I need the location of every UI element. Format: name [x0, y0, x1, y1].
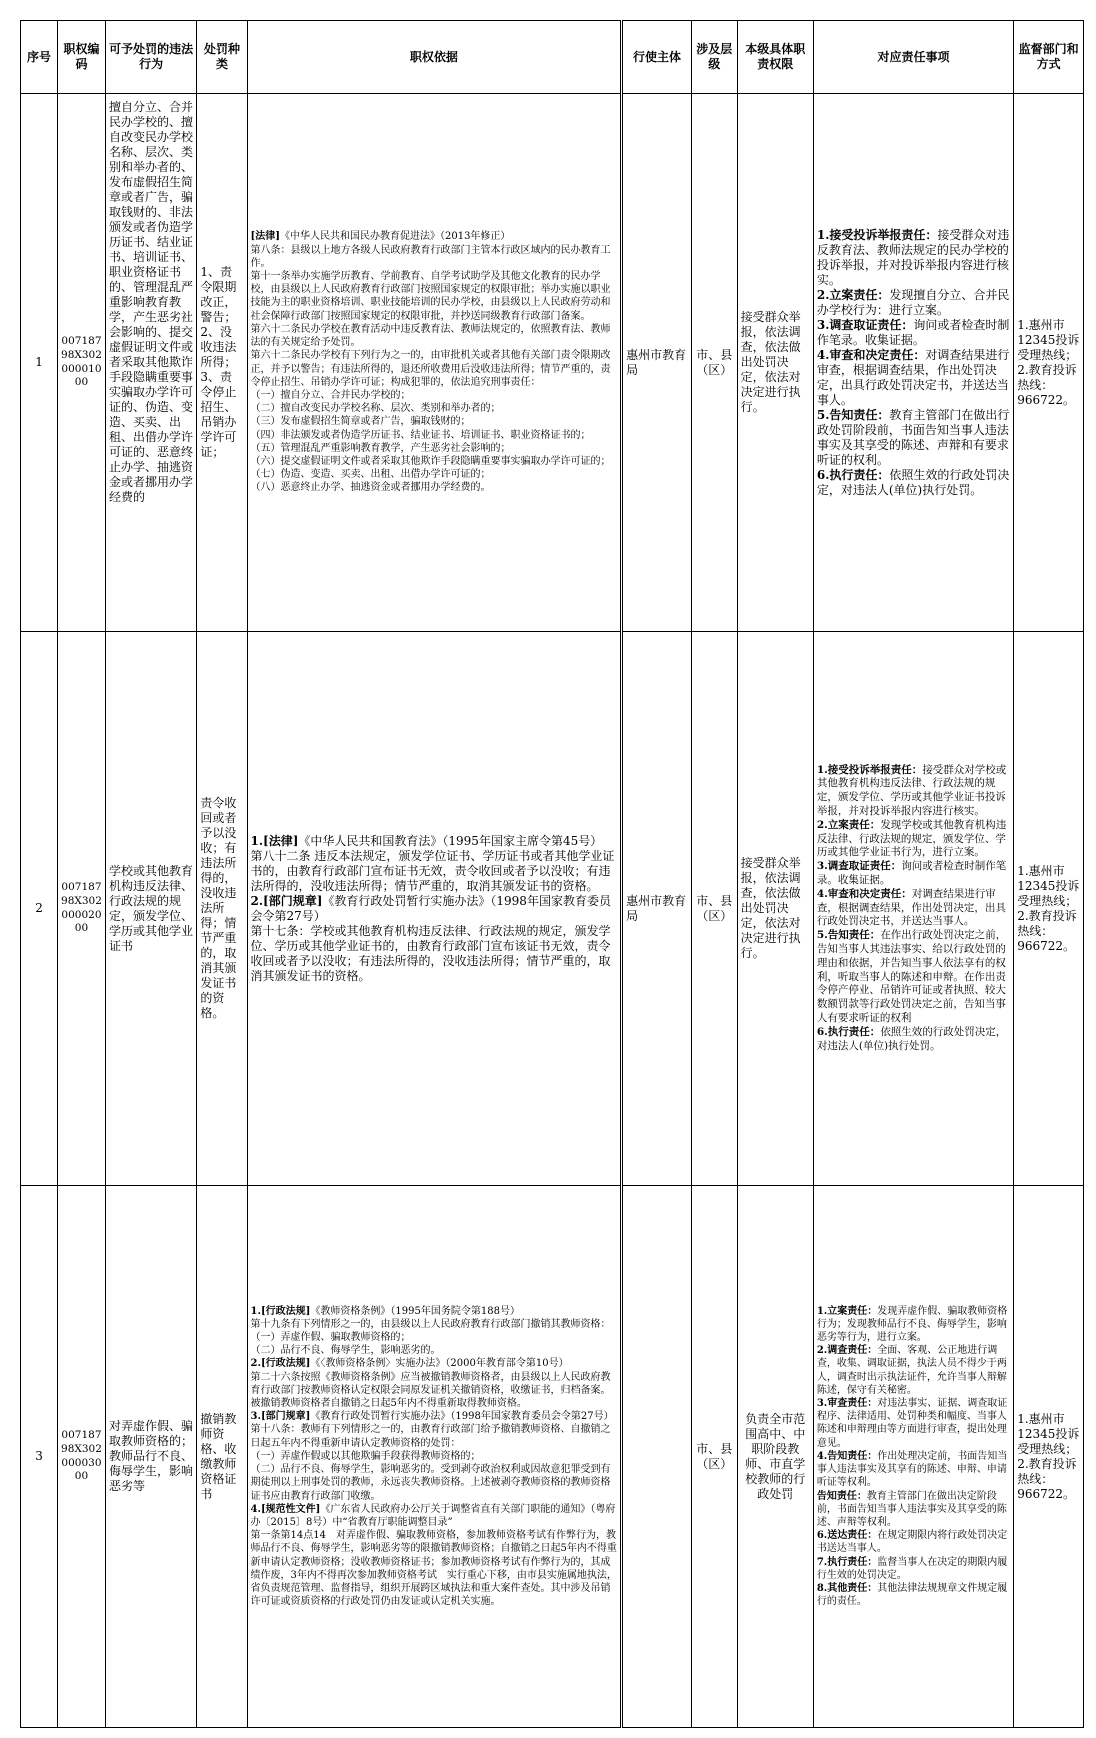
cell-subject: 惠州市教育局 [622, 94, 692, 632]
duty-text: 对调查结果进行审查，根据调查结果，作出处罚决定，出具行政处罚决定书，并送达当事人。 [816, 347, 1010, 407]
paragraph [817, 1556, 1010, 1582]
document-page [20, 20, 1084, 1730]
basis-content [251, 834, 618, 984]
cell-supervise: 1.惠州市12345投诉受理热线；2.教育投诉热线：966722。 [1014, 1186, 1084, 1728]
paragraph [817, 348, 1010, 408]
duty-text: 发现擅自分立、合并民办学校行为：进行立案。 [816, 287, 1010, 317]
duty-heading: 告知责任： [816, 1490, 867, 1502]
paragraph [251, 1344, 618, 1357]
cell-subject [622, 1186, 692, 1728]
header-level: 涉及层级 [691, 21, 737, 94]
paragraph [817, 468, 1010, 498]
paragraph [251, 389, 618, 402]
paragraph [251, 1305, 618, 1318]
cell-supervise: 1.惠州市12345投诉受理热线；2.教育投诉热线：966722。 [1014, 632, 1084, 1186]
duty-text: 接受群众对违反教育法、教师法规定的民办学校的投诉举报，并对投诉举报内容进行核实。 [816, 227, 1010, 287]
header-behavior: 可予处罚的违法行为 [105, 21, 196, 94]
duty-text: 依照生效的行政处罚决定，对违法人(单位)执行处罚。 [816, 467, 1010, 497]
duty-heading: 4.审查和决定责任： [816, 887, 912, 900]
cell-duty [813, 1186, 1013, 1728]
basis-heading: 3.[部门规章] [250, 1411, 311, 1423]
paragraph [251, 1503, 618, 1529]
paragraph [817, 764, 1010, 819]
duty-heading: 5.告知责任： [816, 929, 881, 942]
cell-basis [247, 632, 622, 1186]
duty-text: 在规定期限内将行政处罚决定书送达当事人。 [816, 1530, 1008, 1555]
cell-basis [247, 94, 622, 632]
duty-content [817, 764, 1010, 1054]
basis-text: 第八十二条 违反本法规定，颁发学位证书、学历证书或者其他学业证书的，由教育行政部门宣布证书无效，责令收回或者予以没收；有违法所得的，没收违法所得；情节严重的，取消其颁发证书的资格。 [250, 848, 615, 893]
paragraph [817, 1026, 1010, 1054]
paragraph [251, 230, 618, 243]
paragraph [817, 318, 1010, 348]
duty-heading: 6.执行责任： [816, 1025, 881, 1038]
paragraph [817, 408, 1010, 468]
duty-text: 对违法事实、证据、调查取证程序、法律适用、处罚种类和幅度、当事人陈述和申辩理由等方面进行审查，提出处理意见。 [816, 1398, 1008, 1449]
paragraph [251, 1331, 618, 1344]
duty-heading: 3.审查责任： [816, 1398, 878, 1410]
basis-text: 第六十二条民办学校有下列行为之一的，由审批机关或者其他有关部门责令限期改正，并予以警告；有违法所得的，退还所收费用后没收违法所得；情节严重的，责令停止招生、吊销办学许可证；构成犯罪的，依法追究刑事责任： [250, 350, 611, 388]
paragraph [251, 849, 618, 894]
duty-heading: 4.审查和决定责任： [816, 347, 926, 362]
cell-level: 市、县（区） [691, 632, 737, 1186]
basis-heading: 2.[部门规章] [250, 893, 323, 908]
basis-text: （一）弄虚作假或以其他欺骗手段获得教师资格的； [250, 1450, 481, 1462]
paragraph [251, 894, 618, 924]
duty-heading: 2.立案责任： [816, 818, 881, 831]
duty-heading: 5.告知责任： [816, 407, 890, 422]
basis-text: 第八条：县级以上地方各级人民政府教育行政部门主管本行政区域内的民办教育工作。 [250, 244, 611, 269]
paragraph [817, 228, 1010, 288]
basis-text: （五）管理混乱严重影响教育教学，产生恶劣社会影响的； [250, 442, 511, 454]
paragraph [251, 270, 618, 323]
paragraph [251, 244, 618, 270]
basis-heading: [法律] [250, 231, 280, 243]
cell-behavior: 擅自分立、合并民办学校的、擅自改变民办学校名称、层次、类别和举办者的、发布虚假招生简章或者广告，骗取钱财的、非法颁发或者伪造学历证书、结业证书、培训证书、职业资格证书的、管理混乱严重影响教育教学，产生恶劣社会影响的、提交虚假证明文件或者采取其他欺诈手段隐瞒重要事实骗取办学许可证的、伪造、变造、买卖、出租、出借办学许可证的、恶意终止办学、抽逃资金或者挪用办学经费的 [105, 94, 196, 632]
duty-text: 教育主管部门在做出决定阶段前，书面告知当事人违法事实及其享受的陈述、声辩等权利。 [816, 1490, 1007, 1528]
basis-text: 《教育行政处罚暂行实施办法》（1998年国家教育委员会令第27号） [250, 893, 611, 923]
basis-text: 第二十六条按照《教师资格条例》应当被撤销教师资格者，由县级以上人民政府教育行政部门按教师资格认定权限会同原发证机关撤销资格，收缴证书，归档备案。被撤销教师资格者自撤销之日起5年内不得重新取得教师资格。 [250, 1371, 611, 1410]
cell-authority: 接受群众举报，依法调查，依法做出处罚决定，依法对决定进行执行。 [737, 94, 813, 632]
paragraph [251, 429, 618, 442]
basis-text: 《广东省人民政府办公厅关于调整省直有关部门职能的通知》（粤府办〔2015〕8号）中“省教育厅职能调整目录” [250, 1503, 616, 1528]
paragraph [817, 860, 1010, 888]
paragraph [251, 834, 618, 849]
cell-type: 撤销教师资格、收缴教师资格证书 [197, 1186, 247, 1728]
basis-text: 《〈教师资格条例〉实施办法》（2000年教育部令第10号） [310, 1358, 569, 1370]
cell-level: 市、县（区） [691, 1186, 737, 1728]
duty-heading: 3.调查取证责任： [816, 860, 902, 873]
duty-heading: 4.告知责任： [816, 1450, 878, 1462]
duty-text: 作出处理决定前，书面告知当事人违法事实及其享有的陈述、申辩、申请听证等权利。 [816, 1450, 1008, 1489]
paragraph [817, 1490, 1010, 1530]
duty-heading: 1.接受投诉举报责任： [816, 763, 923, 776]
paragraph [817, 929, 1010, 1026]
duty-text: 教育主管部门在做出行政处罚阶段前，书面告知当事人违法事实及其享受的陈述、声辩和有要求听证的权利。 [816, 407, 1010, 467]
duty-text: 全面、客观、公正地进行调查，收集、调取证据，执法人员不得少于两人，调查时出示执法证件，允许当事人辩解陈述，保守有关秘密。 [816, 1345, 1007, 1396]
cell-duty [813, 632, 1013, 1186]
paragraph [251, 442, 618, 455]
cell-level: 市、县（区） [691, 94, 737, 632]
cell-behavior: 对弄虚作假、骗取教师资格的；教师品行不良、侮辱学生，影响恶劣等 [105, 1186, 196, 1728]
duty-heading: 3.调查取证责任： [816, 317, 914, 332]
basis-text: 第六十二条民办学校在教育活动中违反教育法、教师法规定的，依照教育法、教师法的有关规定给予处罚。 [250, 323, 611, 349]
cell-code: 00718798X30200001000 [58, 94, 106, 632]
basis-text: （二）擅自改变民办学校名称、层次、类别和举办者的； [250, 403, 501, 415]
cell-seq: 3 [21, 1186, 58, 1728]
paragraph [817, 1344, 1010, 1397]
duty-heading: 1.立案责任： [816, 1305, 878, 1317]
cell-basis [247, 1186, 622, 1728]
paragraph [817, 1305, 1010, 1345]
duty-text: 监督当事人在决定的期限内履行生效的处罚决定。 [816, 1556, 1008, 1581]
paragraph [817, 888, 1010, 929]
basis-text: （八）恶意终止办学、抽逃资金或者挪用办学经费的。 [250, 482, 491, 494]
header-seq: 序号 [21, 21, 58, 94]
basis-text: 第十七条：学校或其他教育机构违反法律、行政法规的规定，颁发学位、学历或其他学业证书的，由教育行政部门宣布该证书无效，责令收回或者予以没收；有违法所得的，没收违法所得；情节严重的，取消其颁发证书的资格。 [250, 923, 611, 983]
cell-supervise: 1.惠州市12345投诉受理热线；2.教育投诉热线：966722。 [1014, 94, 1084, 632]
cell-seq: 2 [21, 632, 58, 1186]
header-authority: 本级具体职责权限 [737, 21, 813, 94]
cell-subject: 惠州市教育局 [622, 632, 692, 1186]
duty-heading: 2.调查责任： [816, 1345, 878, 1357]
paragraph [251, 349, 618, 389]
paragraph [817, 1582, 1010, 1608]
paragraph [817, 1529, 1010, 1555]
duty-text: 询问或者检查时制作笔录。收集证据。 [816, 317, 1010, 347]
duty-text: 依照生效的行政处罚决定，对违法人(单位)执行处罚。 [816, 1025, 1007, 1052]
cell-type: 责令收回或者予以没收；有违法所得的，没收违法所得；情节严重的，取消其颁发证书的资格。 [197, 632, 247, 1186]
header-supervise: 监督部门和方式 [1014, 21, 1084, 94]
basis-text: 《中华人民共和国教育法》（1995年国家主席令第45号） [298, 833, 603, 848]
basis-text: 第十九条有下列情形之一的，由县级以上人民政府教育行政部门撤销其教师资格： [250, 1318, 611, 1330]
basis-text: 第十八条：教师有下列情形之一的，由教育行政部门给予撤销教师资格、自撤销之日起五年内不得重新申请认定教师资格的处罚： [250, 1424, 611, 1449]
paragraph [251, 1357, 618, 1370]
basis-text: （三）发布虚假招生简章或者广告，骗取钱财的； [250, 416, 471, 428]
basis-content [251, 230, 618, 494]
header-row [21, 21, 1084, 94]
paragraph [251, 468, 618, 481]
basis-text: 第十一条举办实施学历教育、学前教育、自学考试助学及其他文化教育的民办学校，由县级以上人民政府教育行政部门按照国家规定的权限审批；举办实施以职业技能为主的职业资格培训、职业技能培训的民办学校，由县级以上人民政府劳动和社会保障行政部门按照国家规定的权限审批，并抄送同级教育行政部门备案。 [250, 271, 611, 322]
duty-heading: 7.执行责任： [816, 1556, 878, 1568]
paragraph [817, 1450, 1010, 1490]
duty-content [817, 1305, 1010, 1609]
duty-text: 询问或者检查时制作笔录。收集证据。 [816, 860, 1007, 886]
paragraph [251, 1423, 618, 1449]
basis-text: （六）提交虚假证明文件或者采取其他欺诈手段隐瞒重要事实骗取办学许可证的； [250, 455, 611, 467]
paragraph [251, 1318, 618, 1331]
cell-type: 1、责令限期改正，警告；2、没收违法所得；3、责令停止招生、吊销办学许可证； [197, 94, 247, 632]
duty-content [817, 228, 1010, 498]
basis-text: （七）伪造、变造、买卖、出租、出借办学许可证的； [250, 469, 491, 481]
paragraph [251, 1529, 618, 1608]
paragraph [251, 481, 618, 494]
paragraph [251, 1371, 618, 1411]
table-row [21, 94, 1084, 632]
paragraph [817, 819, 1010, 860]
paragraph [251, 323, 618, 349]
paragraph [251, 455, 618, 468]
basis-text: （一）弄虚作假、骗取教师资格的； [250, 1332, 411, 1344]
basis-text: 《教师资格条例》（1995年国务院令第188号） [310, 1305, 520, 1317]
duty-heading: 2.立案责任： [816, 287, 890, 302]
cell-authority: 负责全市范围高中、中职阶段教师、市直学校教师的行政处罚 [737, 1186, 813, 1728]
duty-heading: 1.接受投诉举报责任： [816, 227, 938, 242]
paragraph [817, 288, 1010, 318]
paragraph [817, 1397, 1010, 1450]
cell-duty [813, 94, 1013, 632]
basis-text: （二）品行不良、侮辱学生，影响恶劣的。受到剥夺政治权利或因故意犯罪受到有期徒刑以上刑事处罚的教师，永远丧失教师资格。上述被剥夺教师资格的教师资格证书应由教育行政部门收缴。 [250, 1464, 611, 1502]
power-list-table [20, 20, 1084, 1728]
header-duty: 对应责任事项 [813, 21, 1013, 94]
paragraph [251, 1463, 618, 1503]
basis-text: （一）擅自分立、合并民办学校的； [250, 389, 411, 401]
paragraph [251, 402, 618, 415]
paragraph [251, 1450, 618, 1463]
cell-code: 00718798X30200002000 [58, 632, 106, 1186]
duty-text: 其他法律法规规章文件规定履行的责任。 [816, 1582, 1008, 1608]
header-type: 处罚种类 [197, 21, 247, 94]
paragraph [251, 415, 618, 428]
basis-text: 第一条第14点14 对弄虚作假、骗取教师资格，参加教师资格考试有作弊行为，教师品行不良、侮辱学生，影响恶劣等的限撤销教师资格；自撤销之日起5年内不得重新申请认定教师资格；没收教师资格证书；参加教师资格考试有作弊行为的，其成绩作废，3年内不得再次参加教师资格考试 实行重心下移，由市县实施属地执法，省负责规范管理、监督指导，组织开展跨区域执法和重大案件查处。其中涉及吊销许可证或资质资格的行政处罚仍由发证或认定机关实施。 [250, 1530, 617, 1608]
basis-content [251, 1305, 618, 1609]
duty-heading: 6.送达责任： [816, 1530, 878, 1542]
cell-authority: 接受群众举报，依法调查，依法做出处罚决定，依法对决定进行执行。 [737, 632, 813, 1186]
basis-heading: 2.[行政法规] [250, 1358, 311, 1370]
duty-text: 发现弄虚作假、骗取教师资格行为；发现教师品行不良、侮辱学生，影响恶劣等行为，进行立案。 [816, 1305, 1008, 1344]
duty-text: 在作出行政处罚决定之前，告知当事人其违法事实、给以行政处罚的理由和依据，并告知当事人依法享有的权利，听取当事人的陈述和申辩。在作出责令停产停业、吊销许可证或者执照、较大数额罚款等行政处罚决定之前，告知当事人有要求听证的权利 [816, 929, 1007, 1024]
cell-code: 00718798X30200003000 [58, 1186, 106, 1728]
duty-heading: 6.执行责任： [816, 467, 890, 482]
basis-text: （四）非法颁发或者伪造学历证书、结业证书、培训证书、职业资格证书的； [250, 429, 591, 441]
duty-text: 对调查结果进行审查，根据调查结果，作出处罚决定，出具行政处罚决定书，并送达当事人。 [816, 887, 1006, 928]
basis-heading: 1.[行政法规] [250, 1305, 311, 1317]
basis-text: 《教育行政处罚暂行实施办法》（1998年国家教育委员会令第27号） [310, 1411, 614, 1423]
paragraph [251, 1410, 618, 1423]
duty-text: 接受群众对学校或其他教育机构违反法律、行政法规的规定，颁发学位、学历或其他学业证书投诉举报，并对投诉举报内容进行核实。 [816, 763, 1007, 818]
header-subject: 行使主体 [622, 21, 692, 94]
header-code: 职权编码 [58, 21, 106, 94]
duty-heading: 8.其他责任： [816, 1582, 878, 1594]
basis-text: 《中华人民共和国民办教育促进法》（2013年修正） [279, 231, 511, 243]
paragraph [251, 924, 618, 984]
table-row [21, 1186, 1084, 1728]
cell-seq: 1 [21, 94, 58, 632]
basis-heading: 4.[规范性文件] [250, 1503, 321, 1515]
basis-text: （二）品行不良、侮辱学生，影响恶劣的。 [250, 1345, 441, 1357]
cell-behavior: 学校或其他教育机构违反法律、行政法规的规定，颁发学位、学历或其他学业证书 [105, 632, 196, 1186]
table-row [21, 632, 1084, 1186]
basis-heading: 1.[法律] [250, 833, 299, 848]
duty-text: 发现学校或其他教育机构违反法律、行政法规的规定，颁发学位、学历或其他学业证书行为，进行立案。 [816, 818, 1007, 859]
header-basis: 职权依据 [247, 21, 622, 94]
